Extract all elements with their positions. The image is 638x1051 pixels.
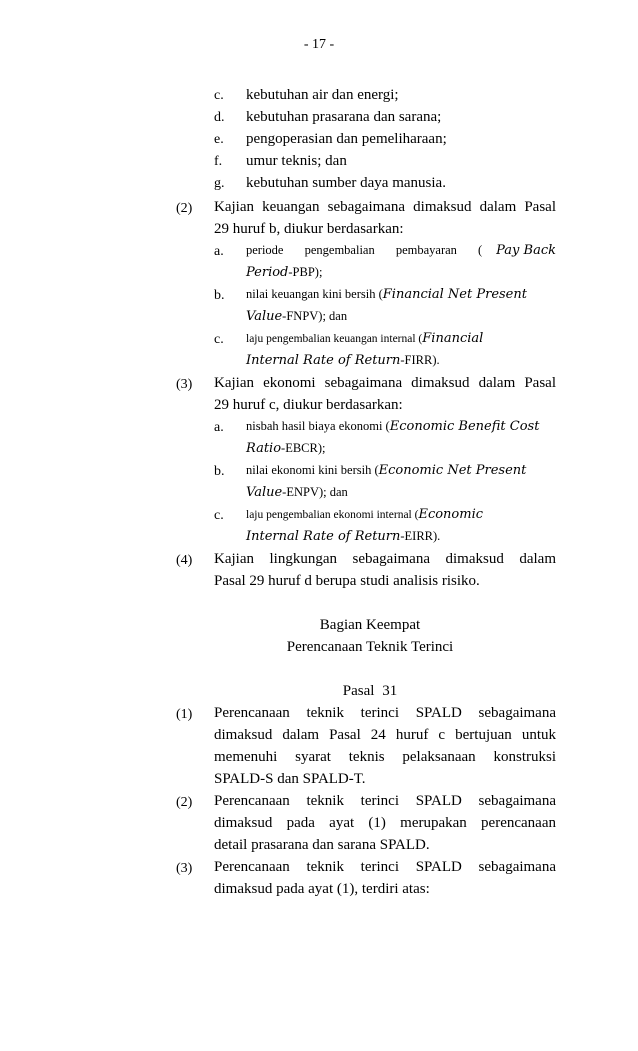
list-item-text: umur teknis; dan (246, 153, 347, 169)
paragraph-line: dimaksud dalam Pasal 24 huruf c bertujuan untuk (214, 727, 556, 743)
sub-item-text: -PBP); (288, 265, 323, 279)
sub-item-line (246, 419, 539, 434)
sub-item-italic: Financial (422, 331, 484, 346)
sub-item-text: nilai ekonomi kini bersih ( (246, 463, 379, 477)
paragraph-line: dimaksud pada ayat (1), terdiri atas: (214, 881, 430, 897)
sub-item-italic: Period (246, 265, 289, 280)
sub-item-text: nilai keuangan kini bersih ( (246, 287, 383, 301)
paragraph-marker: (3) (176, 861, 193, 876)
paragraph-line: Perencanaan teknik terinci SPALD sebagaimana (214, 705, 556, 721)
sub-item-line (246, 265, 322, 280)
sub-item-line (246, 309, 347, 324)
sub-item-italic: Ratio (246, 441, 282, 456)
sub-item-italic: Pay Back (496, 243, 556, 258)
paragraph-line: dimaksud pada ayat (1) merupakan perencanaan (214, 815, 556, 831)
paragraph-line: 29 huruf c, diukur berdasarkan: (214, 397, 403, 413)
list-item-letter: d. (214, 110, 225, 125)
sub-item-line (246, 485, 348, 500)
sub-item-letter: b. (214, 288, 225, 303)
paragraph-marker: (4) (176, 553, 193, 568)
sub-item-letter: c. (214, 508, 224, 523)
list-item-letter: f. (214, 154, 223, 169)
paragraph-marker: (2) (176, 795, 193, 810)
paragraph-line: detail prasarana dan sarana SPALD. (214, 837, 430, 853)
sub-item-text: -EBCR); (281, 441, 326, 455)
list-item-letter: g. (214, 176, 225, 191)
sub-item-italic: Economic (418, 507, 484, 522)
list-item-text: kebutuhan sumber daya manusia. (246, 175, 446, 191)
sub-item-line (246, 507, 483, 522)
paragraph-line: Kajian keuangan sebagaimana dimaksud dalam Pasal (214, 199, 556, 215)
sub-item-text: -ENPV); dan (282, 485, 348, 499)
sub-item-line (246, 441, 326, 456)
sub-item-letter: c. (214, 332, 224, 347)
list-item-letter: e. (214, 132, 224, 147)
sub-item-line (246, 287, 527, 302)
sub-item-letter: b. (214, 464, 225, 479)
sub-item-text: -EIRR). (400, 529, 441, 543)
article-heading: Pasal 31 (342, 683, 398, 699)
sub-item-line (246, 331, 483, 346)
sub-item-italic: Value (246, 309, 283, 324)
paragraph-marker: (2) (176, 201, 193, 216)
paragraph-line: Kajian ekonomi sebagaimana dimaksud dalam Pasal (214, 375, 556, 391)
sub-item-italic: Value (246, 485, 283, 500)
sub-item-text: -FIRR). (400, 353, 440, 367)
section-subheading: Perencanaan Teknik Terinci (286, 639, 454, 655)
sub-item-text: laju pengembalian ekonomi internal ( (246, 509, 419, 521)
paragraph-line: Pasal 29 huruf d berupa studi analisis risiko. (214, 573, 480, 589)
sub-item-line (246, 529, 440, 544)
sub-item-letter: a. (214, 244, 224, 259)
page-number: - 17 - (303, 37, 335, 52)
paragraph-line: 29 huruf b, diukur berdasarkan: (214, 221, 404, 237)
sub-item-line (246, 353, 440, 368)
section-heading: Bagian Keempat (319, 617, 421, 633)
paragraph-marker: (1) (176, 707, 193, 722)
sub-item-text: -FNPV); dan (282, 309, 348, 323)
sub-item-text: nisbah hasil biaya ekonomi ( (246, 419, 390, 433)
paragraph-marker: (3) (176, 377, 193, 392)
paragraph-line: Perencanaan teknik terinci SPALD sebagaimana (214, 793, 556, 809)
paragraph-line: memenuhi syarat teknis pelaksanaan konstruksi (214, 749, 556, 765)
sub-item-letter: a. (214, 420, 224, 435)
sub-item-italic: Financial Net Present (382, 287, 527, 302)
sub-item-italic: Economic Net Present (378, 463, 527, 478)
sub-item-italic: Internal Rate of Return (246, 353, 401, 368)
paragraph-line: SPALD-S dan SPALD-T. (214, 771, 366, 787)
paragraph-line: Kajian lingkungan sebagaimana dimaksud dalam (214, 551, 556, 567)
list-item-text: pengoperasian dan pemeliharaan; (246, 131, 447, 147)
sub-item-text: laju pengembalian keuangan internal ( (246, 333, 423, 345)
sub-item-italic: Economic Benefit Cost (389, 419, 540, 434)
list-item-letter: c. (214, 88, 224, 103)
list-item-text: kebutuhan air dan energi; (246, 87, 399, 103)
sub-item-italic: Internal Rate of Return (246, 529, 401, 544)
sub-item-line (246, 243, 556, 258)
list-item-text: kebutuhan prasarana dan sarana; (246, 109, 442, 125)
sub-item-text: periode pengembalian pembayaran ( (246, 243, 483, 257)
sub-item-line (246, 463, 526, 478)
paragraph-line: Perencanaan teknik terinci SPALD sebagaimana (214, 859, 556, 875)
